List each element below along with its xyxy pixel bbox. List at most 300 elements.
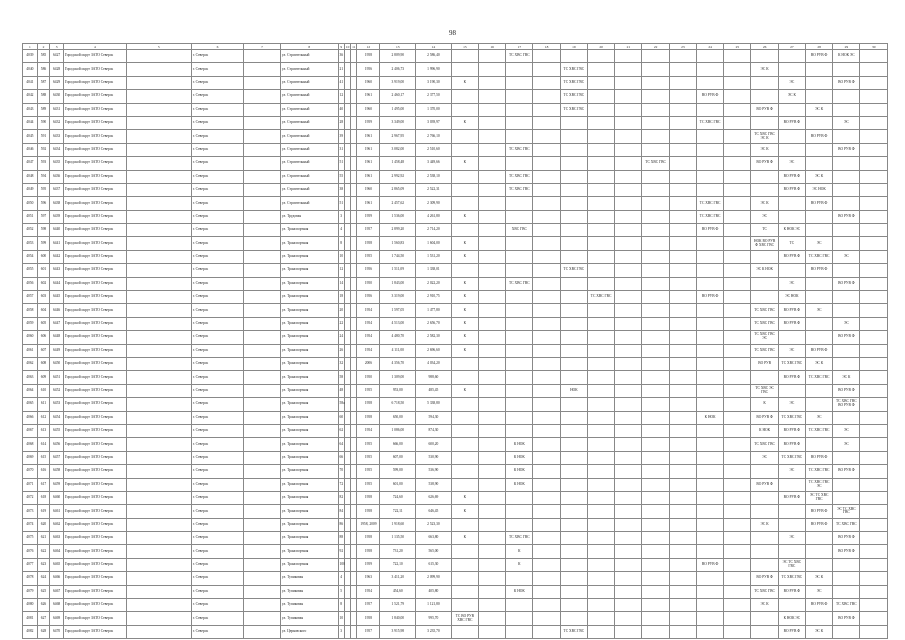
area-living-cell: 874,30 <box>416 424 452 437</box>
repair-work-cell <box>615 599 642 612</box>
area-living-cell: 2 656,70 <box>416 317 452 330</box>
repair-work-cell <box>669 612 696 625</box>
blank-cell <box>244 291 281 304</box>
repair-work-cell <box>805 277 832 290</box>
column-number: 6 <box>191 44 243 50</box>
street-cell: ул. Строительный <box>280 157 338 170</box>
row-number: 4046 <box>23 143 38 156</box>
repair-work-cell <box>724 76 751 89</box>
year-cell: 1960 <box>357 76 380 89</box>
house-number-cell: 62 <box>338 424 344 437</box>
repair-work-cell <box>560 558 587 571</box>
municipality-cell: Городской округ ЗАТО Северск <box>63 451 126 464</box>
repair-work-cell <box>451 170 478 183</box>
repair-work-cell <box>560 599 587 612</box>
repair-work-cell <box>778 50 805 63</box>
repair-work-cell <box>506 491 533 504</box>
repair-work-cell <box>615 76 642 89</box>
row-index: 596 <box>37 197 50 210</box>
area-living-cell: 2 586,40 <box>416 50 452 63</box>
repair-work-cell <box>669 465 696 478</box>
row-code: 6468 <box>50 599 64 612</box>
repair-work-cell <box>724 558 751 571</box>
repair-work-cell <box>560 451 587 464</box>
repair-work-cell <box>833 625 860 638</box>
repair-work-cell: ВО РУВ Ф <box>805 505 832 518</box>
column-number: 9 <box>338 44 344 50</box>
table-row <box>23 532 888 545</box>
year-cell: 1959 <box>357 210 380 223</box>
year-cell: 1963 <box>357 572 380 585</box>
row-index: 621 <box>37 532 50 545</box>
repair-work-cell <box>778 130 805 143</box>
repair-work-cell <box>451 398 478 411</box>
repair-work-cell <box>833 197 860 210</box>
repair-work-cell <box>751 465 778 478</box>
repair-work-cell <box>587 572 614 585</box>
column-number: 28 <box>805 44 832 50</box>
repair-work-cell <box>860 250 888 263</box>
repair-work-cell <box>778 103 805 116</box>
street-cell: ул. Транспортная <box>280 384 338 397</box>
repair-work-cell: ЭС <box>833 438 860 451</box>
street-cell: ул. Строительный <box>280 90 338 103</box>
repair-work-cell <box>615 304 642 317</box>
table-row <box>23 572 888 585</box>
blank-cell <box>126 291 191 304</box>
repair-work-cell <box>506 317 533 330</box>
street-cell: ул. Транспортная <box>280 317 338 330</box>
repair-work-cell <box>696 277 723 290</box>
repair-work-cell <box>642 63 669 76</box>
row-code: 6449 <box>50 344 64 357</box>
repair-work-cell <box>533 599 560 612</box>
repair-work-cell <box>533 518 560 531</box>
repair-work-cell <box>724 250 751 263</box>
repair-work-cell <box>560 532 587 545</box>
repair-work-cell <box>833 157 860 170</box>
row-code: 6445 <box>50 291 64 304</box>
repair-work-cell <box>533 438 560 451</box>
repair-work-cell <box>478 170 505 183</box>
repair-work-cell <box>860 478 888 491</box>
house-number-cell: 10 <box>338 250 344 263</box>
area-living-cell: 2 022,20 <box>416 277 452 290</box>
repair-work-cell <box>560 478 587 491</box>
repair-work-cell <box>860 63 888 76</box>
repair-work-cell <box>669 291 696 304</box>
blank-cell <box>244 599 281 612</box>
row-number: 4059 <box>23 317 38 330</box>
repair-work-cell <box>860 277 888 290</box>
repair-work-cell <box>506 424 533 437</box>
area-total-cell: 1 560,83 <box>380 237 416 250</box>
repair-work-cell <box>615 291 642 304</box>
repair-work-cell: ВО РУВ Ф <box>696 224 723 237</box>
repair-work-cell: ЭС К НОК <box>751 264 778 277</box>
repair-work-cell <box>587 465 614 478</box>
repair-work-cell <box>451 545 478 558</box>
repair-work-cell <box>478 90 505 103</box>
repair-work-cell: ТС ХВС ГВС <box>751 438 778 451</box>
table-row <box>23 451 888 464</box>
row-index: 609 <box>37 371 50 384</box>
repair-work-cell: ТС ХВС ГВС ЭС К <box>751 130 778 143</box>
repair-work-cell: К <box>451 505 478 518</box>
repair-work-cell: ЭС <box>778 277 805 290</box>
repair-work-cell <box>615 130 642 143</box>
repair-work-cell <box>642 371 669 384</box>
house-number-cell: 100 <box>338 558 344 571</box>
repair-work-cell: ТС ХВС ГВС <box>805 250 832 263</box>
blank-cell <box>126 518 191 531</box>
repair-work-cell: ТС ХВС ГВС <box>833 599 860 612</box>
row-index: 595 <box>37 183 50 196</box>
repair-work-cell <box>615 50 642 63</box>
repair-work-cell <box>478 130 505 143</box>
house-number-cell: 4 <box>338 572 344 585</box>
repair-work-cell <box>451 183 478 196</box>
area-total-cell: 2 992,92 <box>380 170 416 183</box>
blank-cell <box>244 398 281 411</box>
blank-cell <box>126 612 191 625</box>
repair-work-cell: К НОК ЭС <box>833 50 860 63</box>
repair-work-cell <box>642 625 669 638</box>
repair-work-cell <box>478 50 505 63</box>
blank-cell <box>244 317 281 330</box>
repair-work-cell <box>615 411 642 424</box>
repair-work-cell <box>696 344 723 357</box>
municipality-cell: Городской округ ЗАТО Северск <box>63 197 126 210</box>
repair-work-cell: ВО РУВ Ф <box>805 197 832 210</box>
area-total-cell: 731,20 <box>380 545 416 558</box>
area-total-cell: 2 457,62 <box>380 197 416 210</box>
row-index: 605 <box>37 317 50 330</box>
repair-work-cell <box>560 224 587 237</box>
municipality-cell: Городской округ ЗАТО Северск <box>63 331 126 344</box>
repair-work-cell <box>724 398 751 411</box>
repair-work-cell: ТС <box>751 224 778 237</box>
row-index: 620 <box>37 518 50 531</box>
municipality-cell: Городской округ ЗАТО Северск <box>63 478 126 491</box>
repair-work-cell <box>860 344 888 357</box>
area-living-cell: 3 449,66 <box>416 157 452 170</box>
repair-work-cell <box>751 116 778 129</box>
repair-work-cell <box>451 130 478 143</box>
repair-work-cell <box>669 237 696 250</box>
repair-work-cell: ТС ХВС ГВС <box>778 451 805 464</box>
repair-work-cell <box>860 599 888 612</box>
repair-work-cell <box>587 478 614 491</box>
repair-work-cell <box>860 357 888 370</box>
row-number: 4047 <box>23 157 38 170</box>
repair-work-cell <box>533 50 560 63</box>
municipality-cell: Городской округ ЗАТО Северск <box>63 384 126 397</box>
repair-work-cell <box>642 451 669 464</box>
row-index: 604 <box>37 304 50 317</box>
area-living-cell: 2 714,20 <box>416 224 452 237</box>
repair-work-cell <box>669 357 696 370</box>
repair-work-cell: ЭС К <box>805 572 832 585</box>
repair-work-cell <box>615 478 642 491</box>
repair-work-cell <box>478 237 505 250</box>
city-cell: г. Северск <box>191 599 243 612</box>
repair-work-cell <box>696 599 723 612</box>
repair-work-cell <box>669 625 696 638</box>
blank-cell <box>126 344 191 357</box>
street-cell: ул. Транспортная <box>280 478 338 491</box>
municipality-cell: Городской округ ЗАТО Северск <box>63 438 126 451</box>
municipality-cell: Городской округ ЗАТО Северск <box>63 411 126 424</box>
blank-cell <box>244 344 281 357</box>
repair-work-cell <box>478 76 505 89</box>
row-number: 4043 <box>23 103 38 116</box>
repair-work-cell: ВО РУВ Ф <box>833 612 860 625</box>
table-row <box>23 384 888 397</box>
repair-work-cell: ВО РУВ Ф <box>805 518 832 531</box>
repair-work-cell: К <box>506 545 533 558</box>
repair-work-cell: ТС <box>778 237 805 250</box>
repair-work-cell <box>751 612 778 625</box>
repair-work-cell <box>751 558 778 571</box>
repair-work-cell: ТС ХВС ГВС <box>805 424 832 437</box>
repair-work-cell <box>506 116 533 129</box>
repair-work-cell: ВО РУВ Ф <box>778 250 805 263</box>
house-number-cell: 66 <box>338 451 344 464</box>
area-total-cell: 953,00 <box>380 384 416 397</box>
repair-work-cell: ТС ХВС ГВС <box>560 103 587 116</box>
area-total-cell: 2 460,17 <box>380 90 416 103</box>
repair-work-cell <box>696 572 723 585</box>
repair-work-cell <box>560 331 587 344</box>
repair-work-cell <box>533 331 560 344</box>
repair-work-cell <box>669 50 696 63</box>
repair-work-cell <box>642 304 669 317</box>
repair-work-cell: ЭС НОК <box>778 291 805 304</box>
municipality-cell: Городской округ ЗАТО Северск <box>63 304 126 317</box>
repair-work-cell <box>833 478 860 491</box>
house-number-cell: 22 <box>338 317 344 330</box>
blank-cell <box>126 264 191 277</box>
municipality-cell: Городской округ ЗАТО Северск <box>63 625 126 638</box>
column-number: 23 <box>669 44 696 50</box>
repair-work-cell <box>642 130 669 143</box>
repair-work-cell <box>696 76 723 89</box>
street-cell: ул. Транспортная <box>280 491 338 504</box>
repair-work-cell <box>533 384 560 397</box>
repair-work-cell <box>669 438 696 451</box>
row-index: 606 <box>37 331 50 344</box>
repair-work-cell: К <box>451 250 478 263</box>
area-total-cell: 599,00 <box>380 465 416 478</box>
repair-work-cell <box>478 157 505 170</box>
blank-cell <box>244 465 281 478</box>
repair-work-cell <box>560 304 587 317</box>
row-number: 4071 <box>23 478 38 491</box>
repair-work-cell <box>669 210 696 223</box>
repair-work-cell <box>642 344 669 357</box>
repair-work-cell <box>615 384 642 397</box>
repair-work-cell <box>642 250 669 263</box>
repair-work-cell <box>560 505 587 518</box>
city-cell: г. Северск <box>191 63 243 76</box>
blank-cell <box>244 545 281 558</box>
row-number: 4076 <box>23 545 38 558</box>
row-code: 6455 <box>50 424 64 437</box>
row-index: 626 <box>37 599 50 612</box>
repair-work-cell <box>478 116 505 129</box>
house-number-cell: 58а <box>338 398 344 411</box>
municipality-cell: Городской округ ЗАТО Северск <box>63 277 126 290</box>
repair-work-cell: ТС ХВС ГВС <box>696 116 723 129</box>
year-cell: 2006 <box>357 357 380 370</box>
repair-work-cell <box>560 116 587 129</box>
row-index: 585 <box>37 50 50 63</box>
repair-work-cell <box>587 398 614 411</box>
repair-work-cell <box>615 572 642 585</box>
street-cell: ул. Транспортная <box>280 264 338 277</box>
repair-work-cell: ВО РУВ Ф <box>778 371 805 384</box>
table-row <box>23 331 888 344</box>
repair-work-cell: ТС ХВС ГВС <box>778 411 805 424</box>
repair-work-cell <box>860 451 888 464</box>
repair-work-cell: ЭС <box>778 344 805 357</box>
blank-cell <box>126 250 191 263</box>
repair-work-cell: ЭС <box>833 116 860 129</box>
row-code: 6450 <box>50 357 64 370</box>
repair-work-cell <box>587 63 614 76</box>
row-code: 6452 <box>50 384 64 397</box>
repair-work-cell <box>751 50 778 63</box>
repair-work-cell: ТС ХВС ГВС <box>751 317 778 330</box>
repair-work-cell <box>560 572 587 585</box>
repair-work-cell <box>642 612 669 625</box>
blank-cell <box>126 183 191 196</box>
area-living-cell: 1 996,90 <box>416 63 452 76</box>
repair-work-cell: ВО РУВ Ф <box>751 411 778 424</box>
street-cell: ул. Строительный <box>280 170 338 183</box>
city-cell: г. Северск <box>191 532 243 545</box>
repair-work-cell <box>506 76 533 89</box>
repair-work-cell <box>451 625 478 638</box>
year-cell: 1955 <box>357 384 380 397</box>
repair-work-cell <box>805 210 832 223</box>
table-row <box>23 357 888 370</box>
column-number: 29 <box>833 44 860 50</box>
repair-work-cell <box>696 438 723 451</box>
repair-work-cell <box>669 451 696 464</box>
area-living-cell: 1 531,20 <box>416 250 452 263</box>
blank-cell <box>244 116 281 129</box>
repair-work-cell <box>560 465 587 478</box>
blank-cell <box>244 264 281 277</box>
row-code: 6434 <box>50 143 64 156</box>
repair-work-cell <box>533 304 560 317</box>
street-cell: ул. Церковского <box>280 625 338 638</box>
repair-work-cell <box>506 384 533 397</box>
blank-cell <box>244 76 281 89</box>
repair-work-cell <box>533 143 560 156</box>
repair-work-cell <box>560 170 587 183</box>
blank-cell <box>126 277 191 290</box>
row-number: 4060 <box>23 331 38 344</box>
repair-work-cell <box>478 224 505 237</box>
city-cell: г. Северск <box>191 344 243 357</box>
repair-work-cell <box>642 465 669 478</box>
blank-cell <box>126 545 191 558</box>
repair-work-cell <box>615 612 642 625</box>
year-cell: 1958 <box>357 411 380 424</box>
repair-work-cell <box>615 264 642 277</box>
city-cell: г. Северск <box>191 130 243 143</box>
street-cell: ул. Транспортная <box>280 371 338 384</box>
street-cell: ул. Строительный <box>280 116 338 129</box>
repair-work-cell <box>724 197 751 210</box>
house-number-cell: 55 <box>338 170 344 183</box>
repair-work-cell <box>587 451 614 464</box>
repair-work-cell <box>533 317 560 330</box>
row-number: 4068 <box>23 438 38 451</box>
repair-work-cell <box>533 532 560 545</box>
street-cell: ул. Транспортная <box>280 304 338 317</box>
table-row <box>23 304 888 317</box>
repair-work-cell: ЭС ТС ХВС ГВС <box>833 505 860 518</box>
repair-work-cell: К <box>506 558 533 571</box>
row-code: 6460 <box>50 491 64 504</box>
repair-work-cell <box>669 116 696 129</box>
repair-work-cell <box>615 331 642 344</box>
repair-work-cell <box>587 599 614 612</box>
repair-work-cell <box>451 224 478 237</box>
repair-work-cell <box>669 599 696 612</box>
repair-work-cell <box>805 438 832 451</box>
city-cell: г. Северск <box>191 371 243 384</box>
repair-work-cell <box>860 90 888 103</box>
repair-work-cell <box>724 183 751 196</box>
row-number: 4069 <box>23 451 38 464</box>
repair-work-cell <box>615 532 642 545</box>
repair-work-cell: ТС ХВС ГВС <box>833 518 860 531</box>
repair-work-cell <box>860 532 888 545</box>
house-number-cell: 41 <box>338 76 344 89</box>
repair-work-cell <box>506 304 533 317</box>
year-cell: 1950 <box>357 277 380 290</box>
year-cell: 1954 <box>357 331 380 344</box>
repair-work-cell <box>642 237 669 250</box>
repair-work-cell: К <box>451 344 478 357</box>
repair-work-cell <box>560 50 587 63</box>
house-number-cell: 24 <box>338 331 344 344</box>
table-row <box>23 90 888 103</box>
repair-work-cell <box>533 264 560 277</box>
repair-work-cell <box>533 558 560 571</box>
repair-work-cell <box>778 197 805 210</box>
house-number-cell: 3 <box>338 625 344 638</box>
repair-work-cell <box>696 304 723 317</box>
row-code: 6465 <box>50 558 64 571</box>
city-cell: г. Северск <box>191 90 243 103</box>
repair-work-cell <box>669 250 696 263</box>
column-number: 14 <box>416 44 452 50</box>
year-cell: 1961 <box>357 157 380 170</box>
row-code: 6470 <box>50 625 64 638</box>
repair-work-cell <box>805 612 832 625</box>
blank-cell <box>126 237 191 250</box>
repair-work-cell <box>615 277 642 290</box>
row-code: 6428 <box>50 63 64 76</box>
repair-work-cell <box>751 170 778 183</box>
repair-work-cell <box>560 491 587 504</box>
